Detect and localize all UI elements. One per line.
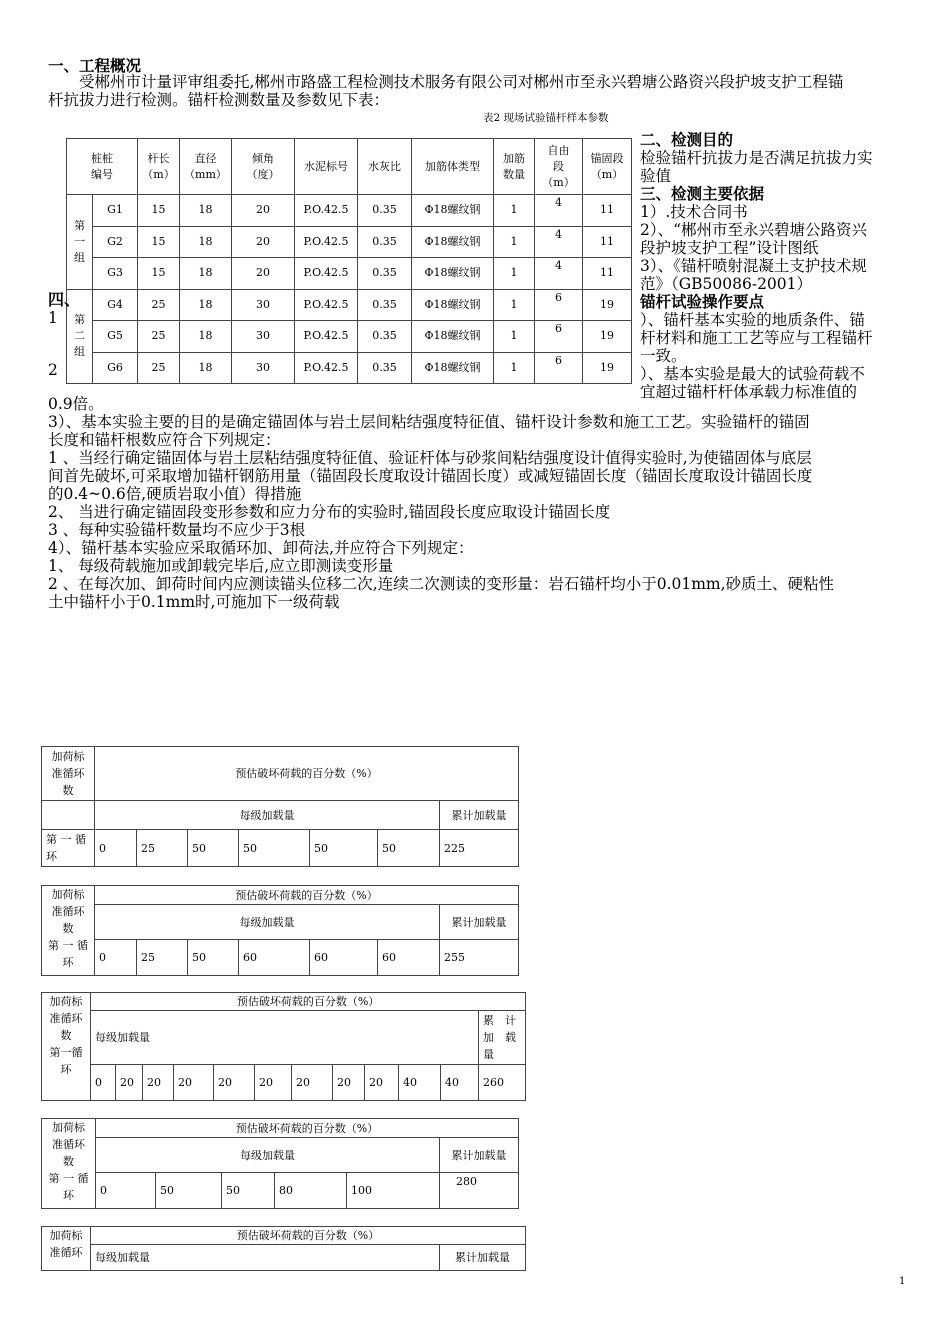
load-table [41,746,519,867]
side-text-line: 一致。 [640,347,687,365]
title-cell: 预估破坏荷载的百分数（%） [96,1119,519,1138]
title-row [42,1227,526,1245]
side-text-line: 检验锚杆抗拔力是否满足抗拔力实 [640,149,873,167]
table-cell: 19 [583,289,632,321]
label-text: 加荷标 准循环 [49,1229,83,1259]
table-cell: P.O.42.5 [295,352,358,384]
column-header: 倾角 （度） [232,139,295,195]
load-value: 50 [310,830,378,867]
page-number: 1 [899,1276,906,1287]
subheader-row [42,905,519,940]
label-text: 加荷标 准循环 数 [49,995,83,1042]
load-value: 20 [214,1065,255,1101]
column-header: 水灰比 [358,139,412,195]
side-text-line: 2）、“郴州市至永兴碧塘公路资兴 [640,221,868,239]
cycle-label: 第 一 循 环 [48,939,88,969]
load-table [41,992,526,1101]
side-text-line: ）、基本实验是最大的试验荷载不 [640,365,865,383]
load-table [41,1118,519,1209]
table-cell: 30 [232,352,295,384]
load-value: 40 [441,1065,479,1101]
table-cell: 0.35 [358,289,412,321]
cumulative-load-label: 累计加载量 [440,905,519,940]
body-text-line: 间首先破坏,可采取增加锚杆钢筋用量（锚固段长度取设计锚固长度）或减短锚固长度（锚固长度取设计锚固长度 [48,467,813,485]
load-value: 50 [156,1173,222,1209]
table-cell: 20 [232,195,295,227]
table-cell: 1 [494,258,535,290]
table-cell: 4 [535,258,583,290]
section-heading: 锚杆试验操作要点 [640,293,765,311]
load-value: 80 [275,1173,347,1209]
table-cell: 20 [232,226,295,258]
table-row [67,258,632,290]
body-text-line: 1、 每级荷载施加或卸载完毕后,应立即测读变形量 [48,557,394,575]
side-text-line: 范》（GB50086-2001） [640,275,813,293]
load-value: 25 [137,830,188,867]
title-row [42,747,519,801]
side-text-line: ）、锚杆基本实验的地质条件、锚 [640,311,865,329]
table-cell: 11 [583,195,632,227]
body-text-line: 3）、基本实验主要的目的是确定锚固体与岩土层间粘结强度特征值、锚杆设计参数和施工工艺。实验锚杆的锚固 [48,413,810,431]
per-step-load-label: 每级加载量 [91,1245,440,1271]
item-marker: 2 [48,361,58,379]
column-header: 杆长 （m） [138,139,180,195]
table-cell: 19 [583,352,632,384]
load-value: 20 [255,1065,292,1101]
load-value: 50 [222,1173,275,1209]
load-table [41,1226,526,1271]
column-header: 直径 （mm） [180,139,232,195]
side-text-line: 3）、《锚杆喷射混凝土支护技术规 [640,257,867,275]
load-value: 0 [95,940,137,976]
load-value: 20 [143,1065,174,1101]
load-value: 25 [137,940,188,976]
table-cell: 30 [232,289,295,321]
table-row [67,321,632,353]
cumulative-load-label: 累计加载量 [440,1138,519,1173]
table-cell: 18 [180,258,232,290]
label-text: 加荷标 准循环 数 [51,888,85,935]
table-cell: 25 [138,352,180,384]
group-label: 第 一 组 [67,195,93,290]
cycle-row [42,940,519,976]
load-value: 50 [239,830,310,867]
cycle-count-label: 加荷标 准循环 数 [42,747,95,801]
title-cell: 预估破坏荷载的百分数（%） [95,886,519,905]
table-cell: G1 [93,195,138,227]
table-row [67,195,632,227]
body-text-line: 1 、当经行确定锚固体与岩土层粘结强度特征值、验证杆体与砂浆间粘结强度设计值得实验时,为使锚固体与底层 [48,449,812,467]
side-text-line: 杆材料和施工工艺等应与工程锚杆 [640,329,873,347]
side-text-line: 宜超过锚杆杆体承载力标准值的 [640,383,858,401]
table-cell: P.O.42.5 [295,258,358,290]
table-row [67,289,632,321]
table-cell: 4 [535,226,583,258]
body-text-line: 长度和锚杆根数应符合下列规定： [48,431,281,449]
subheader-row [42,801,519,830]
table-cell: 25 [138,321,180,353]
load-table [41,885,519,976]
cumulative-value: 225 [440,830,519,867]
table-cell: G6 [93,352,138,384]
table-cell: G5 [93,321,138,353]
table-cell: G2 [93,226,138,258]
cumulative-value: 260 [479,1065,526,1101]
load-value: 20 [333,1065,365,1101]
section-four-marker: 四、 [48,290,81,309]
load-value: 20 [174,1065,214,1101]
table-cell: Φ18螺纹钢 [412,352,494,384]
cycle-label: 第 一 循 环 [48,1172,89,1202]
title-row [42,993,526,1011]
table-caption: 表2 现场试验锚杆样本参数 [483,112,609,124]
table-cell: 30 [232,321,295,353]
table-cell: Φ18螺纹钢 [412,258,494,290]
cumulative-load-label: 累计加载量 [440,801,519,830]
title-row [42,1119,519,1138]
cumulative-value: 280 [440,1173,519,1209]
column-header: 桩桩 编号 [67,139,138,195]
table-cell: 11 [583,226,632,258]
table-cell: G4 [93,289,138,321]
table-cell: P.O.42.5 [295,321,358,353]
body-text-line: 2 、在每次加、卸荷时间内应测读锚头位移二次,连续二次测读的变形量：岩石锚杆均小于0.01mm,砂质土、硬粘性 [48,575,835,593]
table-cell: P.O.42.5 [295,289,358,321]
subheader-row [42,1245,526,1271]
cycle-count-label [42,1227,91,1271]
table-cell: P.O.42.5 [295,226,358,258]
table-cell: 4 [535,195,583,227]
per-step-load-label: 每级加载量 [95,801,440,830]
column-header: 锚固段 （m） [583,139,632,195]
body-text-line: 2、 当进行确定锚固段变形参数和应力分布的实验时,锚固段长度应取设计锚固长度 [48,503,611,521]
load-value: 0 [96,1173,156,1209]
table-cell: 1 [494,289,535,321]
table-cell: 19 [583,321,632,353]
table-cell: P.O.42.5 [295,195,358,227]
body-text-line: 土中锚杆小于0.1mm时,可施加下一级荷载 [48,593,340,611]
table-cell: 1 [494,226,535,258]
table-row [67,352,632,384]
cycle-count-label [42,1119,96,1209]
title-cell: 预估破坏荷载的百分数（%） [91,1227,526,1245]
table-cell: 0.35 [358,352,412,384]
cycle-row [42,830,519,867]
table-cell: 6 [535,352,583,384]
load-value: 100 [347,1173,440,1209]
cycle-label: 第一循 环 [49,1046,83,1076]
load-value: 0 [95,830,137,867]
label-text: 加荷标 准循环 数 [52,1121,85,1168]
table-cell: Φ18螺纹钢 [412,226,494,258]
load-value: 60 [310,940,378,976]
column-header: 自由 段 （m） [535,139,583,195]
overview-line: 受郴州市计量评审组委托,郴州市路盛工程检测技术服务有限公司对郴州市至永兴碧塘公路资兴段护坡支护工程锚 [48,73,844,91]
table-row [67,226,632,258]
cycle-row [42,1173,519,1209]
table-cell: Φ18螺纹钢 [412,321,494,353]
body-text-line: 4）、锚杆基本实验应采取循环加、卸荷法,并应符合下列规定： [48,539,474,557]
item-marker: 1 [48,309,58,327]
load-value: 60 [378,940,440,976]
column-header: 加筋 数量 [494,139,535,195]
load-value: 20 [292,1065,333,1101]
load-value: 20 [365,1065,399,1101]
table-cell: 0.35 [358,258,412,290]
per-step-load-label: 每级加载量 [96,1138,440,1173]
table-cell: 25 [138,289,180,321]
table-cell: G3 [93,258,138,290]
side-text-line: 段护坡支护工程”设计图纸 [640,239,819,257]
cumulative-load-label: 累 计 加 载 量 [479,1011,526,1065]
side-text-line: 1）.技术合同书 [640,203,748,221]
group-label: 第 二 组 [67,289,93,384]
header-row [67,139,632,195]
table-cell: 15 [138,226,180,258]
right-column-text [640,131,873,401]
load-value: 50 [378,830,440,867]
body-text-line: 3 、每种实验锚杆数量均不应少于3根 [48,521,306,539]
load-value: 60 [239,940,310,976]
table-cell: Φ18螺纹钢 [412,195,494,227]
table-cell: 18 [180,195,232,227]
title-cell: 预估破坏荷载的百分数（%） [91,993,526,1011]
table-cell: 1 [494,321,535,353]
column-header: 加筋体类型 [412,139,494,195]
subheader-row [42,1011,526,1065]
cycle-row [42,1065,526,1101]
table-cell: 15 [138,258,180,290]
table-cell: 6 [535,289,583,321]
section-heading-overview: 一、工程概况 [48,57,142,75]
table-cell: 1 [494,195,535,227]
per-step-load-label: 每级加载量 [91,1011,479,1065]
column-header: 水泥标号 [295,139,358,195]
title-row [42,886,519,905]
load-value: 20 [116,1065,143,1101]
cumulative-value: 255 [440,940,519,976]
per-step-load-label: 每级加载量 [95,905,440,940]
cumulative-load-label: 累计加载量 [440,1245,526,1271]
cycle-label: 第 一 循 环 [42,830,95,867]
table-cell: 0.35 [358,321,412,353]
table-cell: 0.35 [358,226,412,258]
empty-cell [42,801,95,830]
body-text-line: 的0.4~0.6倍,硬质岩取小值）得措施 [48,485,302,503]
overview-line: 杆抗拔力进行检测。锚杆检测数量及参数见下表： [48,91,390,109]
body-text-line: 0.9倍。 [48,395,104,413]
table-cell: 6 [535,321,583,353]
table-cell: Φ18螺纹钢 [412,289,494,321]
cycle-count-label [42,993,91,1101]
load-value: 50 [188,830,239,867]
cycle-count-label [42,886,95,976]
table-cell: 20 [232,258,295,290]
title-cell: 预估破坏荷载的百分数（%） [95,747,519,801]
load-value: 50 [188,940,239,976]
body-text [48,395,834,611]
table-cell: 18 [180,226,232,258]
table-cell: 11 [583,258,632,290]
subheader-row [42,1138,519,1173]
table-cell: 18 [180,321,232,353]
table-cell: 1 [494,352,535,384]
table-cell: 15 [138,195,180,227]
section-heading: 二、检测目的 [640,131,734,149]
table-cell: 0.35 [358,195,412,227]
anchor-parameter-table [66,138,632,384]
section-heading: 三、检测主要依据 [640,185,765,203]
table-cell: 18 [180,289,232,321]
table-cell: 18 [180,352,232,384]
load-value: 0 [91,1065,116,1101]
side-text-line: 验值 [640,167,672,185]
load-value: 40 [399,1065,441,1101]
